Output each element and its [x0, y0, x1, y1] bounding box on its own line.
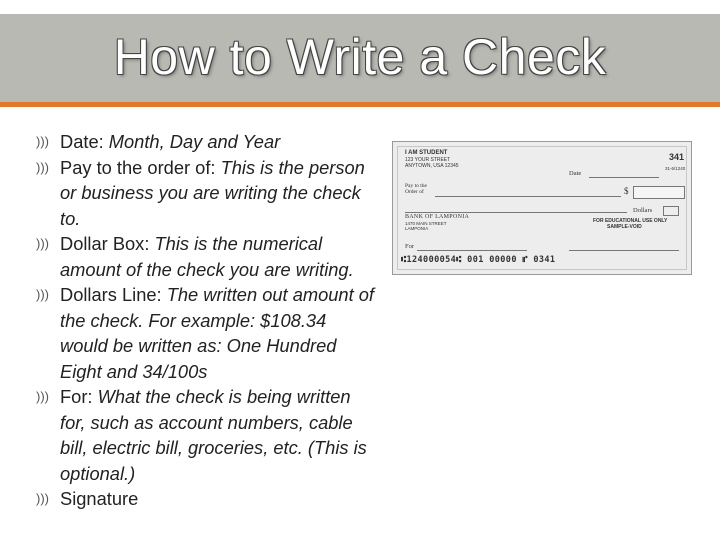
check-address-line1: 123 YOUR STREET [405, 157, 451, 163]
bullet-icon: ))) [36, 287, 49, 302]
bullet-item-date [36, 129, 376, 155]
bullet-item-dollar-box [36, 231, 376, 282]
bullet-item-signature [36, 486, 376, 512]
check-dollars-line [405, 212, 627, 213]
check-dollars-label: Dollars [633, 207, 653, 214]
check-security-lock-icon [663, 206, 679, 216]
check-for-label: For [405, 243, 415, 250]
bullet-item-pay-to [36, 155, 376, 232]
bullet-item-dollars-line [36, 282, 376, 384]
check-number: 341 [669, 152, 685, 162]
check-pay-to-line [435, 196, 621, 197]
check-routing-fraction: 31-6/1240 [665, 166, 686, 171]
check-account-name: I AM STUDENT [405, 150, 448, 156]
title-accent-line [0, 102, 720, 107]
bullet-description: This is the person or business you are writing the check to. [60, 156, 365, 229]
bullet-description: This is the numerical amount of the check you are writing. [60, 233, 354, 280]
check-bank-address2: LAMPONIA [405, 226, 429, 231]
check-dollar-sign: $ [624, 186, 629, 196]
bullet-icon: ))) [36, 236, 49, 251]
check-sample-void: SAMPLE-VOID [607, 224, 642, 230]
check-for-line [417, 250, 527, 251]
check-date-line [589, 177, 659, 178]
check-bank-name: BANK OF LAMPONIA [405, 214, 470, 220]
bullet-term: Date: [60, 131, 109, 152]
slide-title: How to Write a Check [113, 29, 607, 85]
bullet-icon: ))) [36, 159, 49, 175]
bullet-item-for [36, 384, 376, 486]
bullet-icon: ))) [36, 491, 49, 506]
bullet-term: For: [60, 386, 98, 407]
check-signature-line [569, 250, 679, 251]
sample-check-image [392, 141, 692, 275]
bullet-term: Dollar Box: [60, 233, 155, 254]
bullet-description: Month, Day and Year [108, 131, 281, 152]
check-dollar-box [633, 186, 685, 199]
bullet-icon: ))) [36, 134, 49, 149]
check-bank-address1: 1470 MAIN STREET [405, 221, 447, 226]
check-educational-note: FOR EDUCATIONAL USE ONLY [593, 218, 668, 224]
bullet-term: Signature [60, 488, 139, 509]
check-pay-to-label: Pay to the Order of [405, 183, 427, 195]
bullet-term: Pay to the order of: [60, 156, 221, 178]
check-micr-line: ⑆124000054⑆ 001 00000 ⑈ 0341 [401, 255, 556, 265]
bullet-description: What the check is being written for, such as account numbers, cable bill, electric bill, groceries, etc. (This is optional.) [60, 386, 367, 484]
bullet-term: Dollars Line: [60, 284, 167, 305]
check-date-label: Date [569, 170, 582, 177]
check-address-line2: ANYTOWN, USA 12345 [405, 163, 459, 169]
bullet-icon: ))) [36, 389, 49, 404]
bullet-description: The written out amount of the check. For example: $108.34 would be written as: One Hundred Eight and 34/100s [60, 284, 375, 382]
bullet-list [36, 129, 376, 512]
